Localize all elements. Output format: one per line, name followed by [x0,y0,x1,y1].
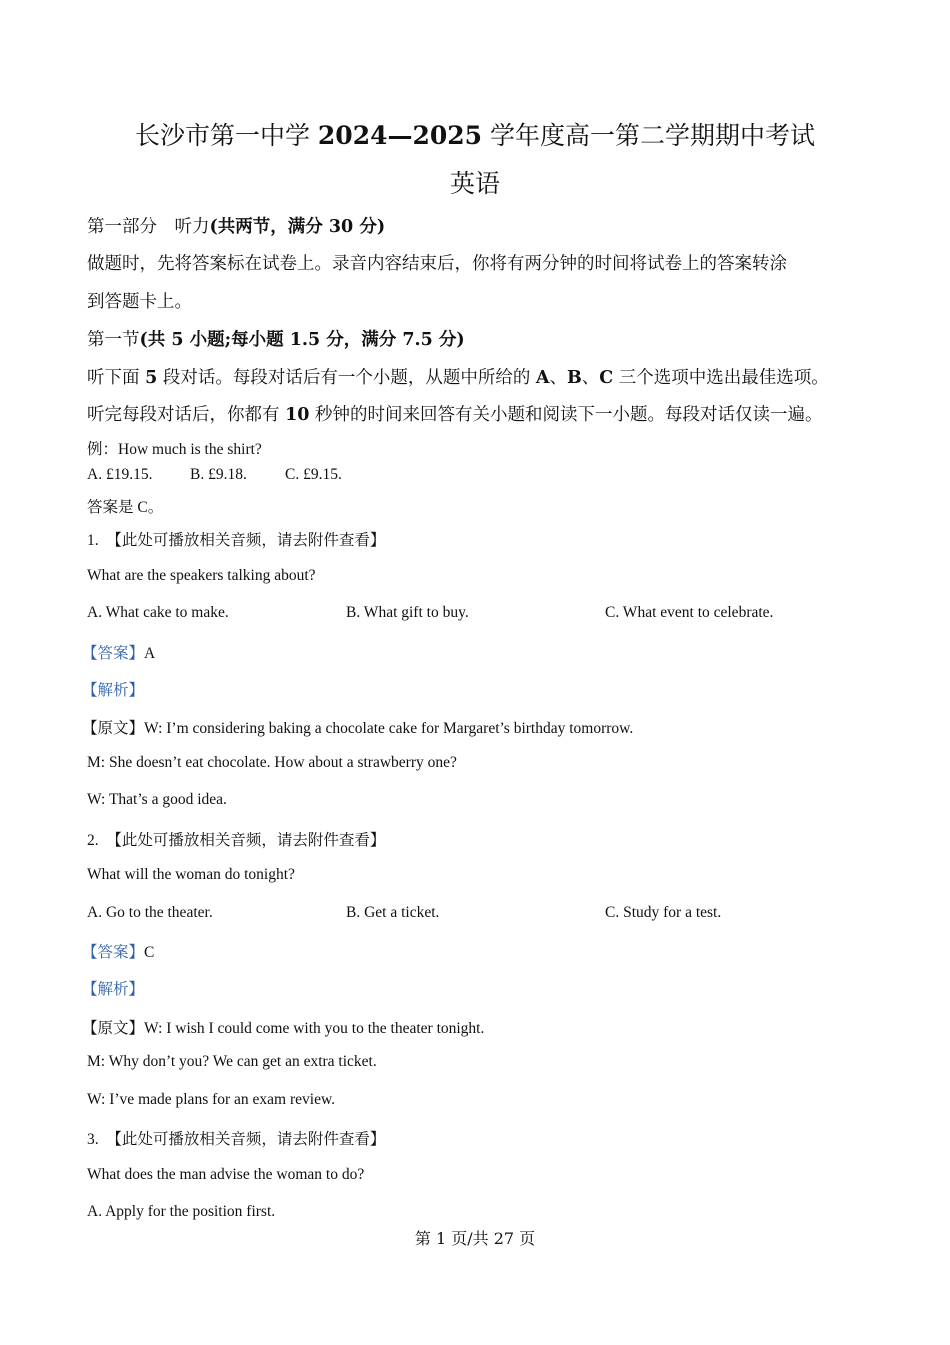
question-2-header: 2. 【此处可播放相关音频，请去附件查看】 [87,832,386,849]
audio-note: 【此处可播放相关音频，请去附件查看】 [106,832,386,849]
example-option-c: C. £9.15. [285,466,342,483]
question-2-option-c: C. Study for a test. [605,904,722,921]
audio-note: 【此处可播放相关音频，请去附件查看】 [106,1131,386,1148]
section1-instruction-line1: 听下面 5 段对话。每段对话后有一个小题，从题中所给的 A、B、C 三个选项中选出最佳选项。 [87,368,829,388]
answer-tag: 【答案】 [82,645,145,662]
example-answer: 答案是 C。 [87,499,164,516]
question-2-transcript-2: M: Why don’t you? We can get an extra ticket. [87,1053,377,1070]
question-2-transcript-3: W: I’ve made plans for an exam review. [87,1091,336,1108]
question-3-text: What does the man advise the woman to do? [87,1166,365,1183]
question-2-option-b: B. Get a ticket. [346,904,440,921]
exam-title: 长沙市第一中学 2024—2025 学年度高一第二学期期中考试 [134,121,816,150]
question-2-transcript-1: 【原文】W: I wish I could come with you to the theater tonight. [82,1020,485,1037]
question-2-option-a: A. Go to the theater. [87,904,213,921]
question-1-option-a: A. What cake to make. [87,604,229,621]
part1-intro-line2: 到答题卡上。 [87,292,192,312]
example-option-b: B. £9.18. [190,466,247,483]
question-1-option-c: C. What event to celebrate. [605,604,774,621]
question-1-text: What are the speakers talking about? [87,567,316,584]
question-2-analysis-tag: 【解析】 [82,981,145,998]
part1-heading: 第一部分 听力(共两节，满分 30 分) [87,217,386,237]
question-3-header: 3. 【此处可播放相关音频，请去附件查看】 [87,1131,386,1148]
example-option-a: A. £19.15. [87,466,153,483]
subject-title: 英语 [449,169,500,198]
section1-instruction-line2: 听完每段对话后，你都有 10 秒钟的时间来回答有关小题和阅读下一小题。每段对话仅读一遍。 [87,405,823,425]
example-question: 例：How much is the shirt? [87,441,262,458]
audio-note: 【此处可播放相关音频，请去附件查看】 [106,532,386,549]
question-1-option-b: B. What gift to buy. [346,604,469,621]
question-1-answer: 【答案】A [82,645,156,662]
question-1-header: 1. 【此处可播放相关音频，请去附件查看】 [87,532,386,549]
part1-intro-line1: 做题时，先将答案标在试卷上。录音内容结束后，你将有两分钟的时间将试卷上的答案转涂 [87,254,787,274]
question-3-option-a: A. Apply for the position first. [87,1203,276,1220]
answer-tag: 【答案】 [82,944,145,961]
question-2-answer: 【答案】C [82,944,155,961]
question-1-transcript-3: W: That’s a good idea. [87,791,227,808]
section1-heading: 第一节(共 5 小题;每小题 1.5 分，满分 7.5 分) [87,330,465,350]
question-1-analysis-tag: 【解析】 [82,682,145,699]
page-footer: 第 1 页/共 27 页 [414,1229,536,1248]
question-1-transcript-1: 【原文】W: I’m considering baking a chocolate cake for Margaret’s birthday tomorrow. [82,720,634,737]
question-1-transcript-2: M: She doesn’t eat chocolate. How about a strawberry one? [87,754,457,771]
question-2-text: What will the woman do tonight? [87,866,295,883]
